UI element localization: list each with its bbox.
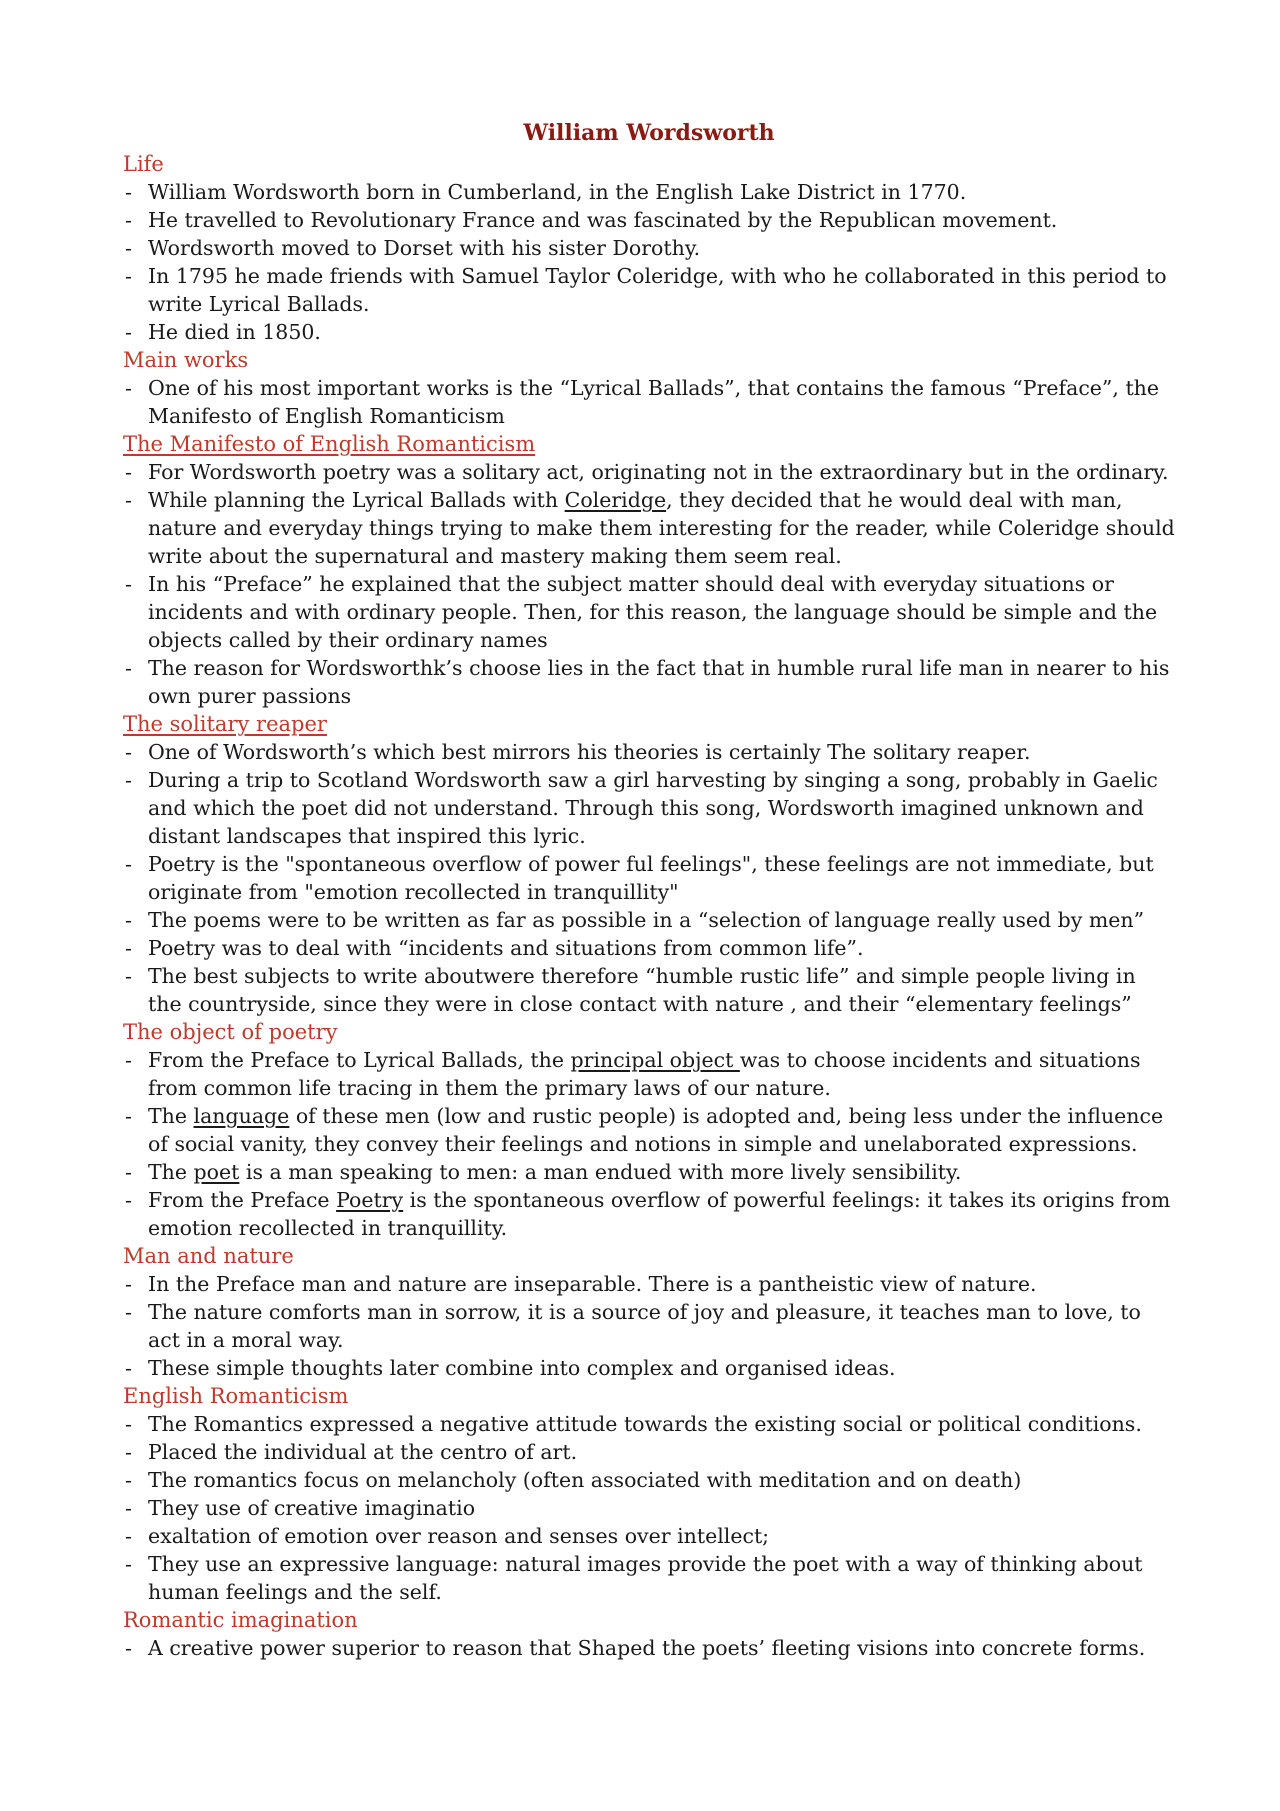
list-item: - The best subjects to write aboutwere therefore “humble rustic life” and simple people living in the countryside, since they were in close contact with nature , and their “elementary feelings”	[123, 962, 1175, 1018]
section-heading: The Manifesto of English Romanticism	[123, 432, 536, 456]
list-item: - William Wordsworth born in Cumberland, in the English Lake District in 1770.	[123, 178, 1175, 206]
section-heading: The solitary reaper	[123, 712, 327, 736]
list-item: - The Romantics expressed a negative attitude towards the existing social or political conditions.	[123, 1410, 1175, 1438]
underlined-term: Coleridge	[564, 488, 667, 512]
list-item: - He travelled to Revolutionary France and was fascinated by the Republican movement.	[123, 206, 1175, 234]
list-item: - While planning the Lyrical Ballads with Coleridge, they decided that he would deal with man, nature and everyday things trying to make them interesting for the reader, while Coleridge should write about the supernatural and mastery making them seem real.	[123, 486, 1175, 570]
section-heading: English Romanticism	[123, 1384, 349, 1408]
list-item: - Poetry is the "spontaneous overflow of power ful feelings", these feelings are not immediate, but originate from "emotion recollected in tranquillity"	[123, 850, 1175, 906]
section-romantic-imagination	[123, 1606, 1175, 1662]
underlined-term: language	[193, 1104, 290, 1128]
document-title: William Wordsworth	[523, 120, 775, 146]
list-item: - A creative power superior to reason that Shaped the poets’ fleeting visions into concrete forms.	[123, 1634, 1175, 1662]
list-item: - The nature comforts man in sorrow, it is a source of joy and pleasure, it teaches man to love, to act in a moral way.	[123, 1298, 1175, 1354]
bullet-list	[123, 1046, 1175, 1242]
section-manifesto	[123, 430, 1175, 710]
list-item: - These simple thoughts later combine into complex and organised ideas.	[123, 1354, 1175, 1382]
section-main-works	[123, 346, 1175, 430]
list-item: - They use an expressive language: natural images provide the poet with a way of thinking about human feelings and the self.	[123, 1550, 1175, 1606]
list-item: - The language of these men (low and rustic people) is adopted and, being less under the influence of social vanity, they convey their feelings and notions in simple and unelaborated expressions.	[123, 1102, 1175, 1158]
bullet-list	[123, 374, 1175, 430]
section-heading: Romantic imagination	[123, 1608, 358, 1632]
section-life	[123, 150, 1175, 346]
section-heading: Man and nature	[123, 1244, 294, 1268]
bullet-list	[123, 1410, 1175, 1606]
bullet-list	[123, 738, 1175, 1018]
list-item: - exaltation of emotion over reason and senses over intellect;	[123, 1522, 1175, 1550]
underlined-term: poet	[193, 1160, 240, 1184]
list-item: - Placed the individual at the centro of art.	[123, 1438, 1175, 1466]
list-item: - Wordsworth moved to Dorset with his sister Dorothy.	[123, 234, 1175, 262]
list-item: - The romantics focus on melancholy (often associated with meditation and on death)	[123, 1466, 1175, 1494]
list-item: - Poetry was to deal with “incidents and situations from common life”.	[123, 934, 1175, 962]
bullet-list	[123, 458, 1175, 710]
list-item: - The poems were to be written as far as possible in a “selection of language really used by men”	[123, 906, 1175, 934]
list-item: - From the Preface to Lyrical Ballads, the principal object was to choose incidents and situations from common life tracing in them the primary laws of our nature.	[123, 1046, 1175, 1102]
list-item: - During a trip to Scotland Wordsworth saw a girl harvesting by singing a song, probably in Gaelic and which the poet did not understand. Through this song, Wordsworth imagined unknown and distant landscapes that inspired this lyric.	[123, 766, 1175, 850]
bullet-list	[123, 1270, 1175, 1382]
section-heading: Life	[123, 152, 164, 176]
underlined-term: Poetry	[336, 1188, 404, 1212]
bullet-list	[123, 1634, 1175, 1662]
section-man-and-nature	[123, 1242, 1175, 1382]
list-item: - For Wordsworth poetry was a solitary act, originating not in the extraordinary but in the ordinary.	[123, 458, 1175, 486]
bullet-list	[123, 178, 1175, 346]
underlined-term: principal object	[570, 1048, 740, 1072]
section-object-of-poetry	[123, 1018, 1175, 1242]
list-item: - In the Preface man and nature are inseparable. There is a pantheistic view of nature.	[123, 1270, 1175, 1298]
list-item: - From the Preface Poetry is the spontaneous overflow of powerful feelings: it takes its origins from emotion recollected in tranquillity.	[123, 1186, 1175, 1242]
section-english-romanticism	[123, 1382, 1175, 1606]
list-item: - In his “Preface” he explained that the subject matter should deal with everyday situations or incidents and with ordinary people. Then, for this reason, the language should be simple and the objects called by their ordinary names	[123, 570, 1175, 654]
list-item: - One of his most important works is the “Lyrical Ballads”, that contains the famous “Preface”, the Manifesto of English Romanticism	[123, 374, 1175, 430]
section-heading: Main works	[123, 348, 249, 372]
list-item: - He died in 1850.	[123, 318, 1175, 346]
list-item: - The reason for Wordsworthk’s choose lies in the fact that in humble rural life man in nearer to his own purer passions	[123, 654, 1175, 710]
list-item: - One of Wordsworth’s which best mirrors his theories is certainly The solitary reaper.	[123, 738, 1175, 766]
list-item: - They use of creative imaginatio	[123, 1494, 1175, 1522]
section-solitary-reaper	[123, 710, 1175, 1018]
list-item: - In 1795 he made friends with Samuel Taylor Coleridge, with who he collaborated in this period to write Lyrical Ballads.	[123, 262, 1175, 318]
list-item: - The poet is a man speaking to men: a man endued with more lively sensibility.	[123, 1158, 1175, 1186]
section-heading: The object of poetry	[123, 1020, 338, 1044]
